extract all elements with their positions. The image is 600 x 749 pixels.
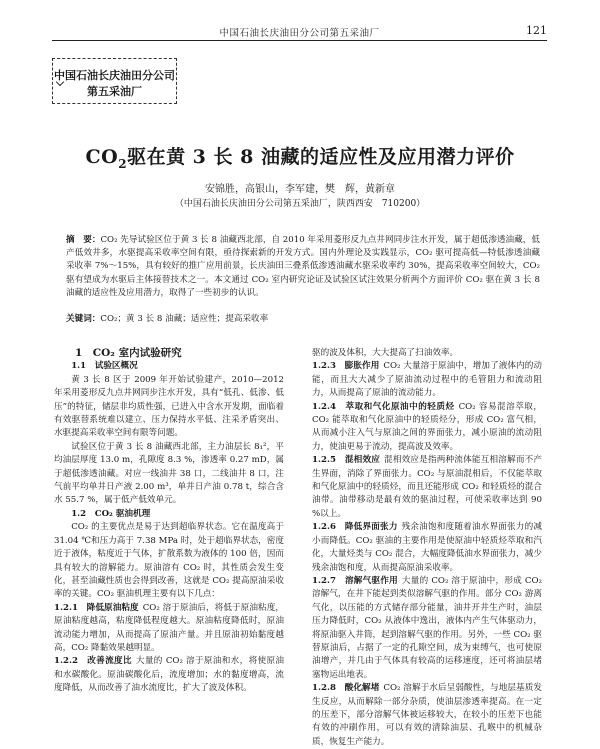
paragraph-1-2-4 <box>312 401 542 455</box>
abstract-label: 摘 要： <box>66 235 101 245</box>
left-column <box>54 347 284 696</box>
abstract-text: CO₂ 先导试验区位于黄 3 长 8 油藏西北部，自 2010 年采用菱形反九点井网同步注水开发，属于超低渗透油藏，低产低效井多，水驱提高采收率空间有限，亟待探索新的开发方式。国内外理论及实践显示，CO₂ 驱可提高低—特低渗透油藏采收率 7%～15%，具有较好的推广应用前景，长庆油田三叠系低渗透油藏水驱采收率约 30%，提高采收率空间较大，CO₂ 驱有望成为水驱后主体接替技术之一。本文通过 CO₂ 室内研究论证及试验区试注效果分析两个方面评价 CO₂ 驱在黄 3 长 8 油藏的适应性及应用潜力，取得了一些初步的认识。 <box>66 235 540 298</box>
title-prefix: CO <box>85 146 119 168</box>
running-title: 中国石油长庆油田分公司第五采油厂 <box>219 28 380 39</box>
point-label: 1.2.6 降低界面张力 <box>312 522 398 533</box>
affiliation: （中国石油长庆油田分公司第五采油厂，陕西西安 710200） <box>174 199 426 209</box>
point-text: CO₂ 大量溶于原油中，增加了液体内的动能，而且大大减少了原油流动过程中的毛管阻力和流动阻力，从而提高了原油的流动能力。 <box>312 361 542 399</box>
paragraph-1-2-1 <box>54 602 284 656</box>
paragraph: 试验区位于黄 3 长 8 油藏西北部，主力油层长 8₁²，平均油层厚度 13.0 m，孔隙度 8.3 %，渗透率 0.27 mD，属于超低渗透油藏。对应一线油井 38 口，二线油井 8 口，注气前平均单井日产液 2.00 m³，单井日产油 0.78 t，综合含水 55.7 %，属于低产低效单元。 <box>54 441 284 506</box>
point-text: 大量的 CO₂ 溶于原油和水，将使原油和水碳酸化。原油碳酸化后，流度增加；水的黏度增高，流度降低，从而改善了油水流度比，扩大了波及体积。 <box>54 656 284 694</box>
point-text: 混相效应是指两种流体能互相溶解而不产生界面，消除了界面张力。CO₂ 与原油混相后，不仅能萃取和气化原油中的轻质烃，而且还能形成 CO₂ 和轻质烃的混合油带。油带移动是最有效的驱油过程，可使采收率达到 90 %以上。 <box>312 455 542 519</box>
point-text: 大量的 CO₂ 溶于原油中，形成 CO₂ 溶解气，在井下能起到类似溶解气驱的作用。部分 CO₂ 游离气化，以压能的方式储存部分能量，油井开井生产时，油层压力降低时，CO₂ 从液体中逸出，液体内产生气体驱动力，将原油驱入井筒，起到溶解气驱的作用。另外，一些 CO₂ 驱替原油后，占据了一定的孔隙空间，成为束缚气，也可使原油增产，并几由于气体具有较高的运移速度，还可将油层堵塞物运出地表。 <box>312 575 542 680</box>
stamp-line-2: 第五采油厂 <box>87 85 142 98</box>
page-number: 121 <box>526 24 547 37</box>
paragraph-1-2-6 <box>312 521 542 575</box>
keywords-text: CO₂；黄 3 长 8 油藏；适应性；提高采收率 <box>100 314 269 324</box>
paragraph-1-2-3 <box>312 360 542 400</box>
keywords <box>66 313 540 326</box>
organization-stamp <box>52 58 177 104</box>
point-label: 1.2.7 溶解气驱作用 <box>312 575 398 586</box>
point-label: 1.2.2 改善流度比 <box>54 656 132 667</box>
subsection-1-1: 1.1 试验区概况 <box>71 361 138 372</box>
paragraph: CO₂ 的主要优点是易于达到超临界状态。它在温度高于 31.04 ℃和压力高于 7.38 MPa 时，处于超临界状态，密度近于液体，粘度近于气体，扩散系数为液体的 100 倍，因而具有较大的溶解能力。原油溶有 CO₂ 时，其性质会发生变化，甚至油藏性质也会得到改善，这就是 CO₂ 提高原油采收率的关键。CO₂ 驱油机理主要有以下几点： <box>54 522 284 600</box>
keywords-label: 关键词： <box>66 314 101 324</box>
authors: 安锦胜，高银山，李军建，樊 辉，黄新章 <box>205 184 395 195</box>
title-subscript: 2 <box>118 156 128 171</box>
paragraph: 黄 3 长 8 区于 2009 年开始试验建产，2010—2012 年采用菱形反九点井网同步注水开发，具有“低孔、低渗、低压”的特征，储层非均质性强，已进入中含水开发期，面临着有效驱替系统难以建立、压力保持水平低、注采矛盾突出、水驱提高采收率空间有限等问题。 <box>54 374 284 439</box>
point-text: CO₂ 溶于原油后，将低于原油粘度，原油粘度越高，粘度降低程度越大。原油粘度降低时，原油流动能力增加，从而提高了原油产量。并且原油初始黏度越高，CO₂ 降黏效果越明显。 <box>54 602 284 653</box>
section-heading-1: 1 CO₂ 室内试验研究 <box>75 347 182 359</box>
point-label: 1.2.5 混相效应 <box>312 455 381 466</box>
stamp-line-1: 中国石油长庆油田分公司 <box>54 69 175 82</box>
running-header <box>52 24 547 41</box>
point-label: 1.2.4 萃取和气化原油中的轻质烃 <box>312 401 455 412</box>
point-label: 1.2.8 酸化解堵 <box>312 683 380 694</box>
point-label: 1.2.3 膨胀作用 <box>312 361 380 372</box>
article-title <box>0 142 600 171</box>
title-rest: 驱在黄 3 长 8 油藏的适应性及应用潜力评价 <box>127 146 515 168</box>
paragraph-1-2-2 <box>54 655 284 695</box>
point-label: 1.2.1 降低原油粘度 <box>54 602 139 613</box>
subsection-1-2: 1.2 CO₂ 驱油机理 <box>71 508 151 519</box>
paragraph-1-2-8 <box>312 682 542 749</box>
point-text: CO₂ 溶解于水后呈弱酸性，与地层基质发生反应，从而解除一部分杂质，使油层渗透率提高。在一定的压差下，部分溶解气体被运移较大，在较小的压差下也能有效的冲刷作用，可以有效的清除油层、孔喉中的机械杂质，恢复生产能力。 <box>312 683 542 747</box>
paragraph-1-2-7 <box>312 575 542 682</box>
paragraph-1-2-5 <box>312 454 542 521</box>
paragraph: 驱的波及体积，大大提高了扫油效率。 <box>312 348 459 358</box>
abstract <box>66 234 540 300</box>
right-column <box>312 347 542 749</box>
point-text: CO₂ 容易混溶萃取，CO₂ 能萃取和气化原油中的轻质烃分，形成 CO₂ 富气相，从而减小注入气与原油之间的界面张力，减小原油的流动阻力，使油更易于流动，提高波及效率。 <box>312 401 542 452</box>
point-text: 残余油饱和度随着油水界面张力的减小而降低。CO₂ 驱油的主要作用是使原油中轻质烃萃取和汽化，大量烃类与 CO₂ 混合，大幅度降低油水界面张力，减少残余油饱和度，从而提高原油采收率。 <box>312 522 542 573</box>
